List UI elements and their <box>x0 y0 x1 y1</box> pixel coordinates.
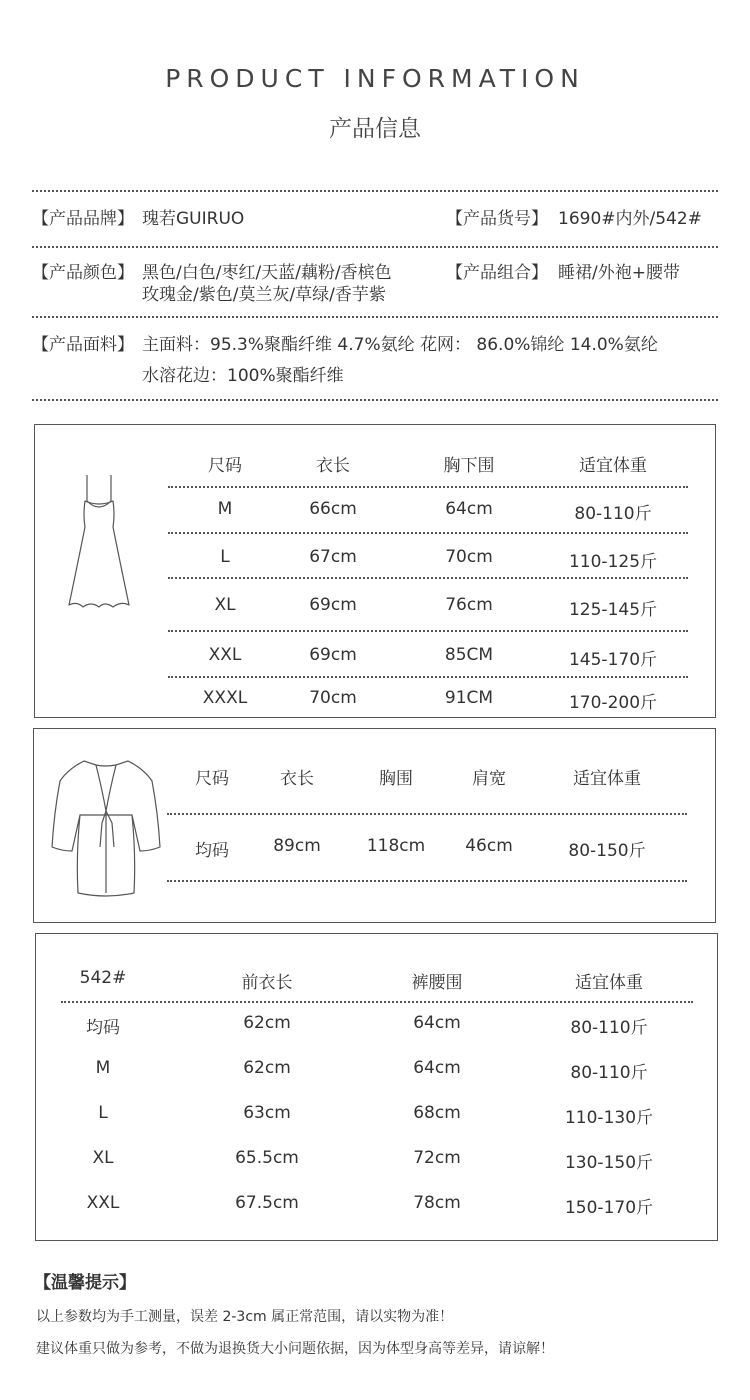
set-542-size-table <box>35 933 718 1241</box>
color-value-line1: 黑色/白色/枣红/天蓝/藕粉/香槟色 <box>142 263 392 283</box>
sku-label: 【产品货号】 <box>446 209 548 229</box>
table-cell: 63cm <box>243 1103 291 1123</box>
t3-header-front-length: 前衣长 <box>241 973 293 993</box>
divider <box>32 399 718 401</box>
table-cell: 130-150斤 <box>564 1153 654 1173</box>
divider <box>167 880 687 882</box>
table-cell: 150-170斤 <box>564 1198 654 1218</box>
table-cell: XXL <box>208 645 242 665</box>
table-cell: XXL <box>86 1193 120 1213</box>
t2-header-bust: 胸围 <box>379 769 413 789</box>
table-cell: XL <box>214 595 236 615</box>
table-cell: 均码 <box>195 841 229 861</box>
t1-header-length: 衣长 <box>316 456 350 476</box>
table-cell: 145-170斤 <box>568 650 658 670</box>
divider <box>61 1001 693 1003</box>
robe-icon <box>42 755 162 897</box>
table-cell: 70cm <box>309 688 357 708</box>
table-cell: 125-145斤 <box>568 600 658 620</box>
table-cell: 46cm <box>465 836 513 856</box>
color-value-line2: 玫瑰金/紫色/莫兰灰/草绿/香芋紫 <box>142 285 386 305</box>
table-cell: M <box>95 1058 111 1078</box>
table-cell: 72cm <box>413 1148 461 1168</box>
table-cell: 67cm <box>309 547 357 567</box>
t3-header-code: 542# <box>79 968 127 988</box>
fabric-label: 【产品面料】 <box>32 335 134 355</box>
table-cell: 89cm <box>273 836 321 856</box>
t2-header-shoulder: 肩宽 <box>472 769 506 789</box>
table-cell: 170-200斤 <box>568 693 658 713</box>
t2-header-weight: 适宜体重 <box>573 769 641 789</box>
nightdress-size-table <box>34 424 716 718</box>
table-cell: 68cm <box>413 1103 461 1123</box>
table-cell: 76cm <box>445 595 493 615</box>
t2-header-size: 尺码 <box>195 769 229 789</box>
divider <box>168 676 688 678</box>
table-cell: 110-125斤 <box>568 552 658 572</box>
table-cell: 64cm <box>413 1058 461 1078</box>
t1-header-underbust: 胸下围 <box>443 456 495 476</box>
table-cell: 66cm <box>309 499 357 519</box>
note-line-1: 以上参数均为手工测量，误差 2-3cm 属正常范围，请以实物为准！ <box>36 1309 454 1325</box>
table-cell: L <box>98 1103 108 1123</box>
combo-value: 睡裙/外袍+腰带 <box>558 263 680 283</box>
table-cell: XL <box>92 1148 114 1168</box>
table-cell: 65.5cm <box>235 1148 299 1168</box>
t3-header-waist: 裤腰围 <box>411 973 463 993</box>
table-cell: M <box>217 499 233 519</box>
table-cell: 78cm <box>413 1193 461 1213</box>
fabric-value-line2: 水溶花边：100%聚酯纤维 <box>142 366 344 386</box>
table-cell: 62cm <box>243 1058 291 1078</box>
divider <box>168 630 688 632</box>
sku-value: 1690#内外/542# <box>558 209 702 229</box>
divider <box>168 577 688 579</box>
color-label: 【产品颜色】 <box>32 263 134 283</box>
divider <box>168 532 688 534</box>
divider <box>32 316 718 318</box>
table-cell: 64cm <box>413 1013 461 1033</box>
divider <box>32 190 718 192</box>
table-cell: 80-110斤 <box>570 1063 648 1083</box>
page-title-cn: 产品信息 <box>329 116 421 142</box>
table-cell: 85CM <box>444 645 494 665</box>
divider <box>167 813 687 815</box>
brand-value: 瑰若GUIRUO <box>142 209 245 229</box>
table-cell: 110-130斤 <box>564 1108 654 1128</box>
robe-size-table <box>33 728 716 923</box>
table-cell: 118cm <box>366 836 426 856</box>
combo-label: 【产品组合】 <box>446 263 548 283</box>
table-cell: 80-110斤 <box>574 504 652 524</box>
table-cell: 均码 <box>86 1018 120 1038</box>
table-cell: 70cm <box>445 547 493 567</box>
notes-title: 【温馨提示】 <box>34 1273 136 1293</box>
table-cell: XXXL <box>202 688 248 708</box>
fabric-value-line1: 主面料：95.3%聚酯纤维 4.7%氨纶 花网： 86.0%锦纶 14.0%氨纶 <box>142 335 658 355</box>
t2-header-length: 衣长 <box>280 769 314 789</box>
table-cell: 62cm <box>243 1013 291 1033</box>
table-cell: 64cm <box>445 499 493 519</box>
t1-header-weight: 适宜体重 <box>579 456 647 476</box>
table-cell: 69cm <box>309 595 357 615</box>
table-cell: 80-110斤 <box>570 1018 648 1038</box>
slip-dress-icon <box>65 471 135 615</box>
divider <box>32 246 718 248</box>
table-cell: 80-150斤 <box>568 841 646 861</box>
note-line-2: 建议体重只做为参考，不做为退换货大小问题依据，因为体型身高等差异，请谅解！ <box>36 1341 554 1357</box>
table-cell: 69cm <box>309 645 357 665</box>
page-title-en: PRODUCT INFORMATION <box>165 64 585 93</box>
table-cell: L <box>220 547 230 567</box>
t1-header-size: 尺码 <box>208 456 242 476</box>
table-cell: 67.5cm <box>235 1193 299 1213</box>
table-cell: 91CM <box>444 688 494 708</box>
brand-label: 【产品品牌】 <box>32 209 134 229</box>
t3-header-weight: 适宜体重 <box>575 973 643 993</box>
divider <box>168 486 688 488</box>
